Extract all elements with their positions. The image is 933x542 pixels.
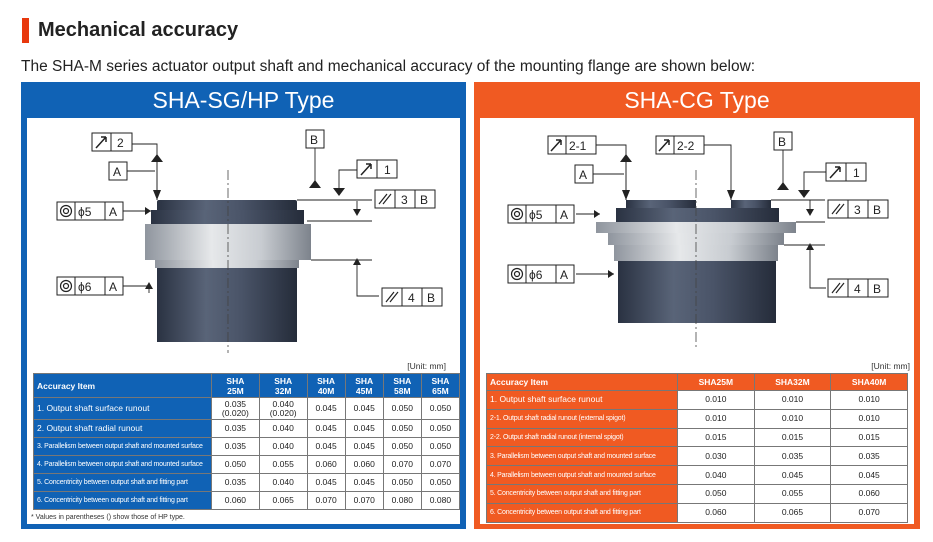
concentricity-6-frame [508,265,574,283]
row-label: 6. Concentricity between output shaft and fitting part [34,492,212,510]
table-cell: 0.040 [678,466,755,485]
table-cell: 0.045 [831,466,908,485]
sg-header-model: SHA 65M [421,374,459,398]
row-label: 6. Concentricity between output shaft and fitting part [487,503,678,522]
table-cell: 0.070 [383,456,421,474]
cg-unit-label: [Unit: mm] [871,361,910,371]
table-row [487,409,908,428]
row-label: 3. Parallelism between output shaft and mounted surface [487,447,678,466]
runout-1-frame [826,163,866,181]
table-row [34,420,460,438]
table-cell: 0.060 [307,456,345,474]
sg-actuator-illustration [145,170,311,353]
sg-unit-label: [Unit: mm] [407,361,446,371]
table-cell: 0.045 [345,438,383,456]
concentricity-6-value: ϕ6 [78,280,92,294]
datum-b-label: B [310,133,319,147]
concentricity-5-datum: A [560,208,569,222]
parallel-3-value: 3 [401,193,408,207]
table-cell: 0.070 [421,456,459,474]
table-cell: 0.040 [259,420,307,438]
cg-accuracy-diagram [480,118,914,363]
cg-panel-title: SHA-CG Type [624,87,770,113]
table-row [487,391,908,410]
cg-panel-body [480,118,914,524]
table-cell: 0.070 [307,492,345,510]
concentricity-6-value: ϕ6 [529,268,543,282]
row-label: 1. Output shaft surface runout [34,398,212,420]
table-cell: 0.050 [383,474,421,492]
table-cell: 0.045 [307,420,345,438]
sg-table-header-row [34,374,460,398]
table-cell: 0.080 [383,492,421,510]
table-cell: 0.050 [383,438,421,456]
table-row [487,447,908,466]
parallel-4-value: 4 [408,291,415,305]
parallel-3-value: 3 [854,203,861,217]
parallel-3-datum: B [873,203,882,217]
sg-header-model: SHA 58M [383,374,421,398]
table-cell: 0.030 [678,447,755,466]
concentricity-6-frame [57,277,123,295]
table-cell: 0.060 [345,456,383,474]
datum-b-label: B [778,135,787,149]
parallel-4-datum: B [427,291,436,305]
table-cell: 0.050 [383,398,421,420]
parallel-3-frame [828,200,888,218]
table-cell: 0.015 [678,428,755,447]
table-cell: 0.035 [831,447,908,466]
table-cell: 0.045 [307,398,345,420]
parallel-3-frame [375,190,435,208]
runout-1-frame [357,160,397,178]
table-row [487,484,908,503]
sg-hp-panel [21,82,466,529]
cg-header-model: SHA32M [754,374,831,391]
datum-a-label: A [113,165,122,179]
section-title: Mechanical accuracy [38,19,239,41]
datum-b-frame [306,130,324,148]
table-cell: 0.040 [259,438,307,456]
concentricity-6-datum: A [109,280,118,294]
row-label: 1. Output shaft surface runout [487,391,678,410]
row-label: 2-2. Output shaft radial runout (internal spigot) [487,428,678,447]
row-label: 5. Concentricity between output shaft and fitting part [34,474,212,492]
table-cell: 0.010 [754,391,831,410]
parallel-4-frame [382,288,442,306]
sg-hp-panel-body [27,118,460,524]
runout-1-value: 1 [853,166,860,180]
datum-a-frame [575,165,624,183]
cg-header-item: Accuracy Item [487,374,678,391]
row-label: 2-1. Output shaft radial runout (external spigot) [487,409,678,428]
runout-2-2-value: 2-2 [677,139,695,153]
table-cell: 0.050 [421,438,459,456]
sg-header-model: SHA 45M [345,374,383,398]
parallel-4-datum: B [873,282,882,296]
table-cell: 0.035 (0.020) [212,398,260,420]
table-cell: 0.045 [345,420,383,438]
table-cell: 0.045 [754,466,831,485]
table-cell: 0.050 [421,474,459,492]
table-cell: 0.035 [212,438,260,456]
parallel-3-datum: B [420,193,429,207]
sg-header-item: Accuracy Item [34,374,212,398]
table-cell: 0.010 [678,391,755,410]
table-cell: 0.045 [345,398,383,420]
datum-a-frame [109,162,155,180]
datum-b-frame [774,132,792,150]
table-row [34,438,460,456]
section-heading [22,18,238,43]
table-cell: 0.010 [831,391,908,410]
sg-header-model: SHA 32M [259,374,307,398]
sg-header-model: SHA 40M [307,374,345,398]
table-cell: 0.040 (0.020) [259,398,307,420]
cg-header-model: SHA40M [831,374,908,391]
table-cell: 0.045 [307,438,345,456]
table-row [34,398,460,420]
datum-a-label: A [579,168,588,182]
table-row [487,428,908,447]
table-cell: 0.035 [754,447,831,466]
cg-header-model: SHA25M [678,374,755,391]
table-cell: 0.045 [345,474,383,492]
concentricity-6-datum: A [560,268,569,282]
row-label: 5. Concentricity between output shaft and fitting part [487,484,678,503]
table-row [34,492,460,510]
table-cell: 0.080 [421,492,459,510]
table-cell: 0.040 [259,474,307,492]
table-cell: 0.045 [307,474,345,492]
runout-2-1-frame [548,136,596,154]
table-cell: 0.050 [383,420,421,438]
table-cell: 0.035 [212,420,260,438]
table-cell: 0.015 [831,428,908,447]
table-cell: 0.065 [754,503,831,522]
sg-hp-panel-title: SHA-SG/HP Type [152,87,335,113]
table-cell: 0.010 [831,409,908,428]
concentricity-5-datum: A [109,205,118,219]
sg-header-model: SHA 25M [212,374,260,398]
table-cell: 0.070 [345,492,383,510]
table-cell: 0.060 [212,492,260,510]
hp-type-footnote: * Values in parentheses () show those of HP type. [31,514,185,521]
parallel-4-frame [828,279,888,297]
runout-2-2-frame [656,136,704,154]
table-cell: 0.015 [754,428,831,447]
table-cell: 0.050 [421,398,459,420]
table-cell: 0.065 [259,492,307,510]
table-cell: 0.010 [678,409,755,428]
row-label: 4. Parallelism between output shaft and mounted surface [487,466,678,485]
concentricity-5-frame [508,205,574,223]
sg-hp-accuracy-diagram [27,118,460,363]
row-label: 3. Parallelism between output shaft and mounted surface [34,438,212,456]
table-cell: 0.060 [831,484,908,503]
table-cell: 0.060 [678,503,755,522]
table-row [487,503,908,522]
table-row [34,474,460,492]
intro-text: The SHA-M series actuator output shaft and mechanical accuracy of the mounting flange are shown below: [21,58,756,75]
table-cell: 0.070 [831,503,908,522]
table-cell: 0.035 [212,474,260,492]
table-cell: 0.050 [212,456,260,474]
runout-2-value: 2 [117,136,124,150]
runout-2-1-value: 2-1 [569,139,587,153]
runout-2-frame [92,133,132,151]
cg-panel [474,82,920,529]
cg-table-header-row [487,374,908,391]
table-cell: 0.055 [754,484,831,503]
runout-1-value: 1 [384,163,391,177]
parallel-4-value: 4 [854,282,861,296]
concentricity-5-value: ϕ5 [529,208,543,222]
table-cell: 0.010 [754,409,831,428]
table-row [34,456,460,474]
concentricity-5-frame [57,202,123,220]
cg-accuracy-table [486,373,908,523]
table-row [487,466,908,485]
heading-accent-bar [22,18,29,43]
table-cell: 0.050 [421,420,459,438]
sg-accuracy-table [33,373,460,510]
table-cell: 0.050 [678,484,755,503]
row-label: 4. Parallelism between output shaft and mounted surface [34,456,212,474]
table-cell: 0.055 [259,456,307,474]
concentricity-5-value: ϕ5 [78,205,92,219]
row-label: 2. Output shaft radial runout [34,420,212,438]
